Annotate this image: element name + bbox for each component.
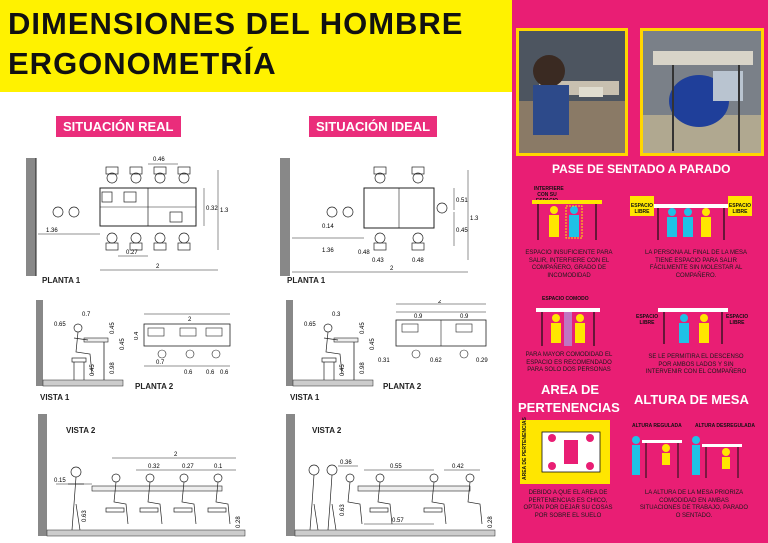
svg-text:0.48: 0.48 xyxy=(412,258,424,264)
svg-text:0.28: 0.28 xyxy=(236,516,242,528)
svg-text:0.9: 0.9 xyxy=(414,314,423,320)
svg-text:0.45: 0.45 xyxy=(120,338,126,350)
svg-text:0.65: 0.65 xyxy=(304,322,316,328)
ideal-vista1-label: VISTA 1 xyxy=(290,393,320,402)
svg-text:0.45: 0.45 xyxy=(360,322,366,334)
svg-text:2: 2 xyxy=(156,264,160,270)
real-planta2-drawing xyxy=(134,310,234,380)
svg-text:0.63: 0.63 xyxy=(340,504,346,516)
svg-text:0.45: 0.45 xyxy=(90,364,96,376)
situation-ideal-tag: SITUACIÓN IDEAL xyxy=(309,116,437,137)
svg-text:0.46: 0.46 xyxy=(153,157,165,163)
svg-text:0.27: 0.27 xyxy=(182,464,194,470)
svg-text:0.43: 0.43 xyxy=(372,258,384,264)
espacio-comodo-label: ESPACIO COMODO xyxy=(542,296,589,302)
svg-text:0.45: 0.45 xyxy=(340,364,346,376)
svg-text:0.6: 0.6 xyxy=(206,370,215,376)
situation-real-tag: SITUACIÓN REAL xyxy=(56,116,181,137)
ideal-planta2-label: PLANTA 2 xyxy=(383,382,422,391)
svg-text:0.7: 0.7 xyxy=(82,312,91,318)
real-vista1-drawing xyxy=(34,298,134,394)
pase-diagram-2 xyxy=(628,190,754,242)
svg-text:0.57: 0.57 xyxy=(392,518,404,524)
svg-text:0.1: 0.1 xyxy=(214,464,223,470)
real-planta1-label: PLANTA 1 xyxy=(42,276,81,285)
svg-text:1.3: 1.3 xyxy=(470,216,479,222)
area-diagram xyxy=(534,424,608,480)
ideal-planta1-drawing xyxy=(272,150,502,285)
altura-regulada-label: ALTURA REGULADA xyxy=(632,423,682,429)
altura-title: ALTURA DE MESA xyxy=(634,392,749,407)
svg-text:0.6: 0.6 xyxy=(184,370,193,376)
svg-text:0.15: 0.15 xyxy=(54,478,66,484)
svg-text:0.7: 0.7 xyxy=(156,360,165,366)
svg-text:0.98: 0.98 xyxy=(110,362,116,374)
ideal-vista2-label: VISTA 2 xyxy=(312,426,342,435)
real-vista1-label: VISTA 1 xyxy=(40,393,70,402)
svg-text:0.9: 0.9 xyxy=(460,314,469,320)
svg-text:1.3: 1.3 xyxy=(220,208,229,214)
area-text: DEBIDO A QUE EL AREA DE PERTENENCIAS ES CHICO, OPTAN POR DEJAR SU COSAS POR SOBRE EL SUELO xyxy=(523,490,613,519)
svg-text:1.36: 1.36 xyxy=(46,228,58,234)
svg-text:0.3: 0.3 xyxy=(332,312,341,318)
real-vista2-label: VISTA 2 xyxy=(66,426,96,435)
svg-text:0.31: 0.31 xyxy=(378,358,390,364)
svg-text:0.63: 0.63 xyxy=(82,510,88,522)
classroom-photo-2 xyxy=(640,28,764,156)
espacio-libre-right: ESPACIO LIBRE xyxy=(728,203,752,215)
svg-text:0.55: 0.55 xyxy=(390,464,402,470)
svg-text:0.27: 0.27 xyxy=(126,250,138,256)
area-title-1: AREA DE xyxy=(541,382,600,397)
svg-text:0.36: 0.36 xyxy=(340,460,352,466)
pase-title: PASE DE SENTADO A PARADO xyxy=(552,162,731,176)
classroom-photo-1 xyxy=(516,28,628,156)
svg-text:0.32: 0.32 xyxy=(206,206,218,212)
svg-text:0.62: 0.62 xyxy=(430,358,442,364)
svg-text:0.45: 0.45 xyxy=(456,228,468,234)
svg-text:0.98: 0.98 xyxy=(360,362,366,374)
svg-text:0.65: 0.65 xyxy=(54,322,66,328)
altura-diagram xyxy=(626,430,756,480)
real-planta2-label: PLANTA 2 xyxy=(135,382,174,391)
area-vertical-label: AREA DE PERTENENCIAS xyxy=(522,417,528,480)
altura-desregulada-label: ALTURA DESREGULADA xyxy=(695,423,755,429)
svg-text:1.36: 1.36 xyxy=(322,248,334,254)
svg-text:0.32: 0.32 xyxy=(148,464,160,470)
svg-text:0.48: 0.48 xyxy=(358,250,370,256)
svg-text:2: 2 xyxy=(188,317,192,323)
page-subtitle: ERGONOMETRÍA xyxy=(8,46,277,81)
altura-text: LA ALTURA DE LA MESA PRIORIZA COMODIDAD EN AMBAS SITUACIONES DE TRABAJO, PARADO O SENTADO. xyxy=(639,490,749,519)
svg-text:0.14: 0.14 xyxy=(322,224,334,230)
page-title: DIMENSIONES DEL HOMBRE xyxy=(8,6,464,41)
svg-text:0.45: 0.45 xyxy=(370,338,376,350)
pase-text-3: PARA MAYOR COMODIDAD EL ESPACIO ES RECOMENDADO PARA SOLO DOS PERSONAS xyxy=(525,352,613,373)
ideal-planta2-drawing xyxy=(376,300,496,372)
espacio-libre-b: ESPACIO LIBRE xyxy=(726,314,749,326)
svg-text:2: 2 xyxy=(390,266,394,272)
svg-text:2: 2 xyxy=(174,452,178,458)
espacio-libre-left: ESPACIO LIBRE xyxy=(630,203,654,215)
svg-text:0.28: 0.28 xyxy=(488,516,494,528)
comodo-diagram xyxy=(534,302,602,348)
espacio-libre-a: ESPACIO LIBRE xyxy=(636,314,659,326)
interfiere-label: INTERFIERE CON SU xyxy=(534,186,564,198)
real-planta1-drawing xyxy=(18,150,258,285)
svg-text:0.42: 0.42 xyxy=(452,464,464,470)
ideal-vista1-drawing xyxy=(284,298,384,394)
pase-text-4: SE LE PERMITIRA EL DESCENSO POR AMBOS LADOS Y SIN INTERVENIR CON EL COMPAÑERO xyxy=(645,354,747,375)
pase-text-1: ESPACIO INSUFICIENTE PARA SALIR, INTERFIERE CON EL COMPAÑERO, GRADO DE INCOMODIDAD xyxy=(525,250,613,279)
svg-text:0.29: 0.29 xyxy=(476,358,488,364)
pase-text-2: LA PERSONA AL FINAL DE LA MESA TIENE ESPACIO PARA SALIR FÁCILMENTE SIN MOLESTAR AL COMPAÑERO. xyxy=(645,250,747,279)
svg-text:2: 2 xyxy=(438,300,442,305)
svg-text:0.6: 0.6 xyxy=(220,370,229,376)
svg-text:0.51: 0.51 xyxy=(456,198,468,204)
ideal-planta1-label: PLANTA 1 xyxy=(287,276,326,285)
svg-text:0.4: 0.4 xyxy=(134,331,140,340)
svg-text:0.45: 0.45 xyxy=(110,322,116,334)
pase-diagram-1 xyxy=(530,194,606,244)
area-title-2: PERTENENCIAS xyxy=(518,400,620,415)
